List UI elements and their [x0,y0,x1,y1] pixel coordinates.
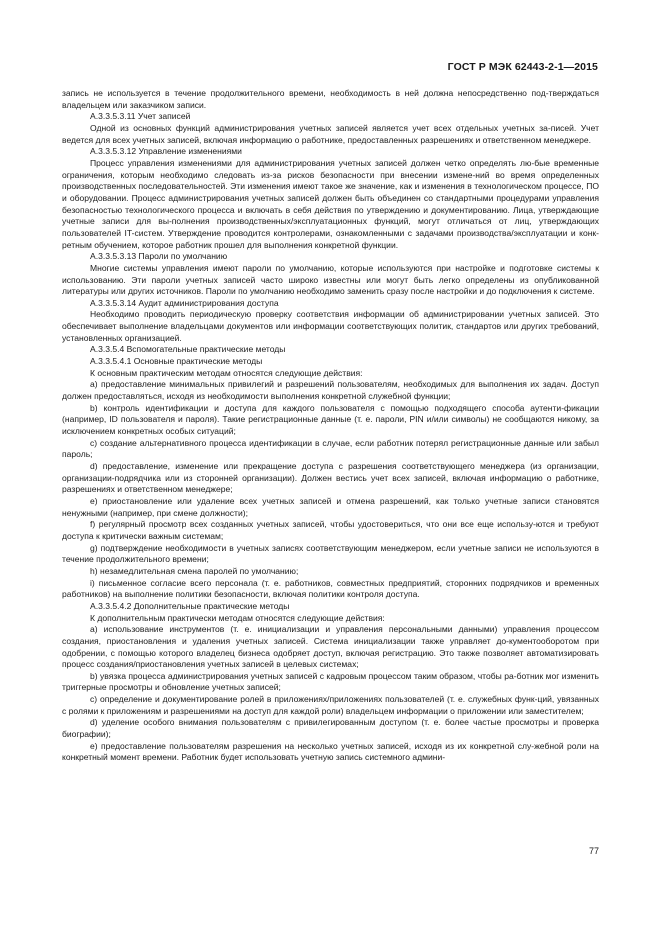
section-heading: А.3.3.5.4.2 Дополнительные практические методы [90,600,290,611]
section-heading: А.3.3.5.3.13 Пароли по умолчанию [90,251,228,262]
section-heading: А.3.3.5.3.12 Управление изменениями [90,146,242,157]
paragraph: Процесс управления изменениями для администрирования учетных записей должен четко определять лю-бые временные ограничения, которым необходимо следовать из-за рисков безопасности при внесении измене-ний во время определенных производственных последовательностей. Эти изменения имеют такое же значение, как и изменения в технологическом процессе, ПО и оборудовании. Процесс администрирования учетных записей должен быть объединен со стандартными процедурами управления безопасностью технологического процесса и включать в себя действия по утверждению и документированию. Лица, утверждающие учетные записи для вы-полнения производственных/эксплуатационных функций, могут отличаться от лиц, утверждающих пользователей IT-систем. Утверждение проводится контролерами, ознакомленными с задачами производства/эксплуатации и конк-ретным обучением, которое работник прошел для выполнения конкретной функции. [62,157,599,250]
list-item: a) использование инструментов (т. е. инициализации и управления персональными данными) управления процессом создания, приостановления и удаления учетных записей. Система инициализации также управляет до-кументооборотом при одобрении, с помощью которого владелец бизнеса одобряет доступ, включая регистрацию. Это также позволяет автоматизировать процесс создания/приостановления учетных записей в целевых системах; [62,624,599,670]
document-body [62,88,599,764]
section-heading: А.3.3.5.4 Вспомогательные практические методы [90,344,286,355]
list-item: g) подтверждение необходимости в учетных записях соответствующим менеджером, если учетные записи не используются в течение продолжительного времени; [62,542,599,565]
list-item: d) предоставление, изменение или прекращение доступа с разрешения соответствующего менеджера (из организации, организации-подрядчика или из сторонней организации). Должен вестись учет всех записей, включая информацию о работнике, разрешениях и ответственном менеджере; [62,461,599,495]
paragraph: Многие системы управления имеют пароли по умолчанию, которые используются при настройке и подготовке системы к использованию. Эти пароли учетных записей часто широко известны или могут быть легко определены из опубликованной литературы или других источников. Пароли по умолчанию необходимо заменить сразу после настройки и до подключения к системе. [62,262,599,297]
list-item: h) незамедлительная смена паролей по умолчанию; [90,565,299,576]
list-item: e) предоставление пользователям разрешения на несколько учетных записей, исходя из их конкретной слу-жебной роли на конкретный момент времени. Работник будет использовать учетную запись системного админи- [62,740,599,763]
section-heading: А.3.3.5.4.1 Основные практические методы [90,356,263,367]
list-item: c) создание альтернативного процесса идентификации в случае, если работник потерял регистрационные данные или забыл пароль; [62,437,599,460]
paragraph: К дополнительным практически методам относятся следующие действия: [90,612,385,623]
list-item: b) увязка процесса администрирования учетных записей с кадровым процессом таким образом, чтобы ра-ботник мог изменить триггерные просмотры и обновление учетных записей; [62,670,599,693]
paragraph: запись не используется в течение продолжительного времени, необходимость в ней должна непосредственно под-тверждаться владельцем или заказчиком записи. [62,88,599,110]
list-item: c) определение и документирование ролей в приложениях/приложениях пользователей (т. е. служебных функ-ций, увязанных с ролями к приложениям и разрешениями на доступ для каждой роли) владельцем информации о приложении или заместителем; [62,694,599,716]
section-heading: А.3.3.5.3.14 Аудит администрирования доступа [90,297,279,308]
list-item: a) предоставление минимальных привилегий и разрешений пользователям, необходимых для выполнения их задач. Доступ должен предоставляться, исходя из необходимости выполнения конкретной служебной функции; [62,379,599,402]
list-item: i) письменное согласие всего персонала (т. е. работников, совместных предприятий, сторонних подрядчиков и временных работников) на выполнение политики безопасности, включая политики контроля доступа. [62,577,599,600]
paragraph: Одной из основных функций администрирования учетных записей является учет всех отдельных учетных за-писей. Учет ведется для всех учетных записей, включая информацию о работнике, предоставленных разрешениях и ответственном менеджере. [62,122,599,145]
standard-header: ГОСТ Р МЭК 62443-2-1—2015 [447,61,598,73]
list-item: d) уделение особого внимания пользователям с привилегированным доступом (т. е. более частые просмотры и проверка биографии); [62,717,599,740]
list-item: b) контроль идентификации и доступа для каждого пользователя с помощью подходящего способа аутенти-фикации (например, ID пользователя и пароля). Такие регистрационные данные (т. е. пароли, PIN и/или символы) не сообщаются никому, за исключением конкретных особых ситуаций; [62,402,599,437]
section-heading: А.3.3.5.3.11 Учет записей [90,111,191,122]
list-item: e) приостановление или удаление всех учетных записей и отмена разрешений, как только учетные записи становятся ненужными (например, при смене должности); [62,495,599,518]
list-item: f) регулярный просмотр всех созданных учетных записей, чтобы удостовериться, что они все еще использу-ются и требуют доступа к критически важным системам; [62,519,599,541]
paragraph: К основным практическим методам относятся следующие действия: [90,367,363,378]
paragraph: Необходимо проводить периодическую проверку соответствия информации об администрировании учетных записей. Это обеспечивает выполнение владельцами документов или информации соответствующих политик, стандартов или других требований, установленных организацией. [62,309,599,343]
page-number: 77 [588,846,599,856]
